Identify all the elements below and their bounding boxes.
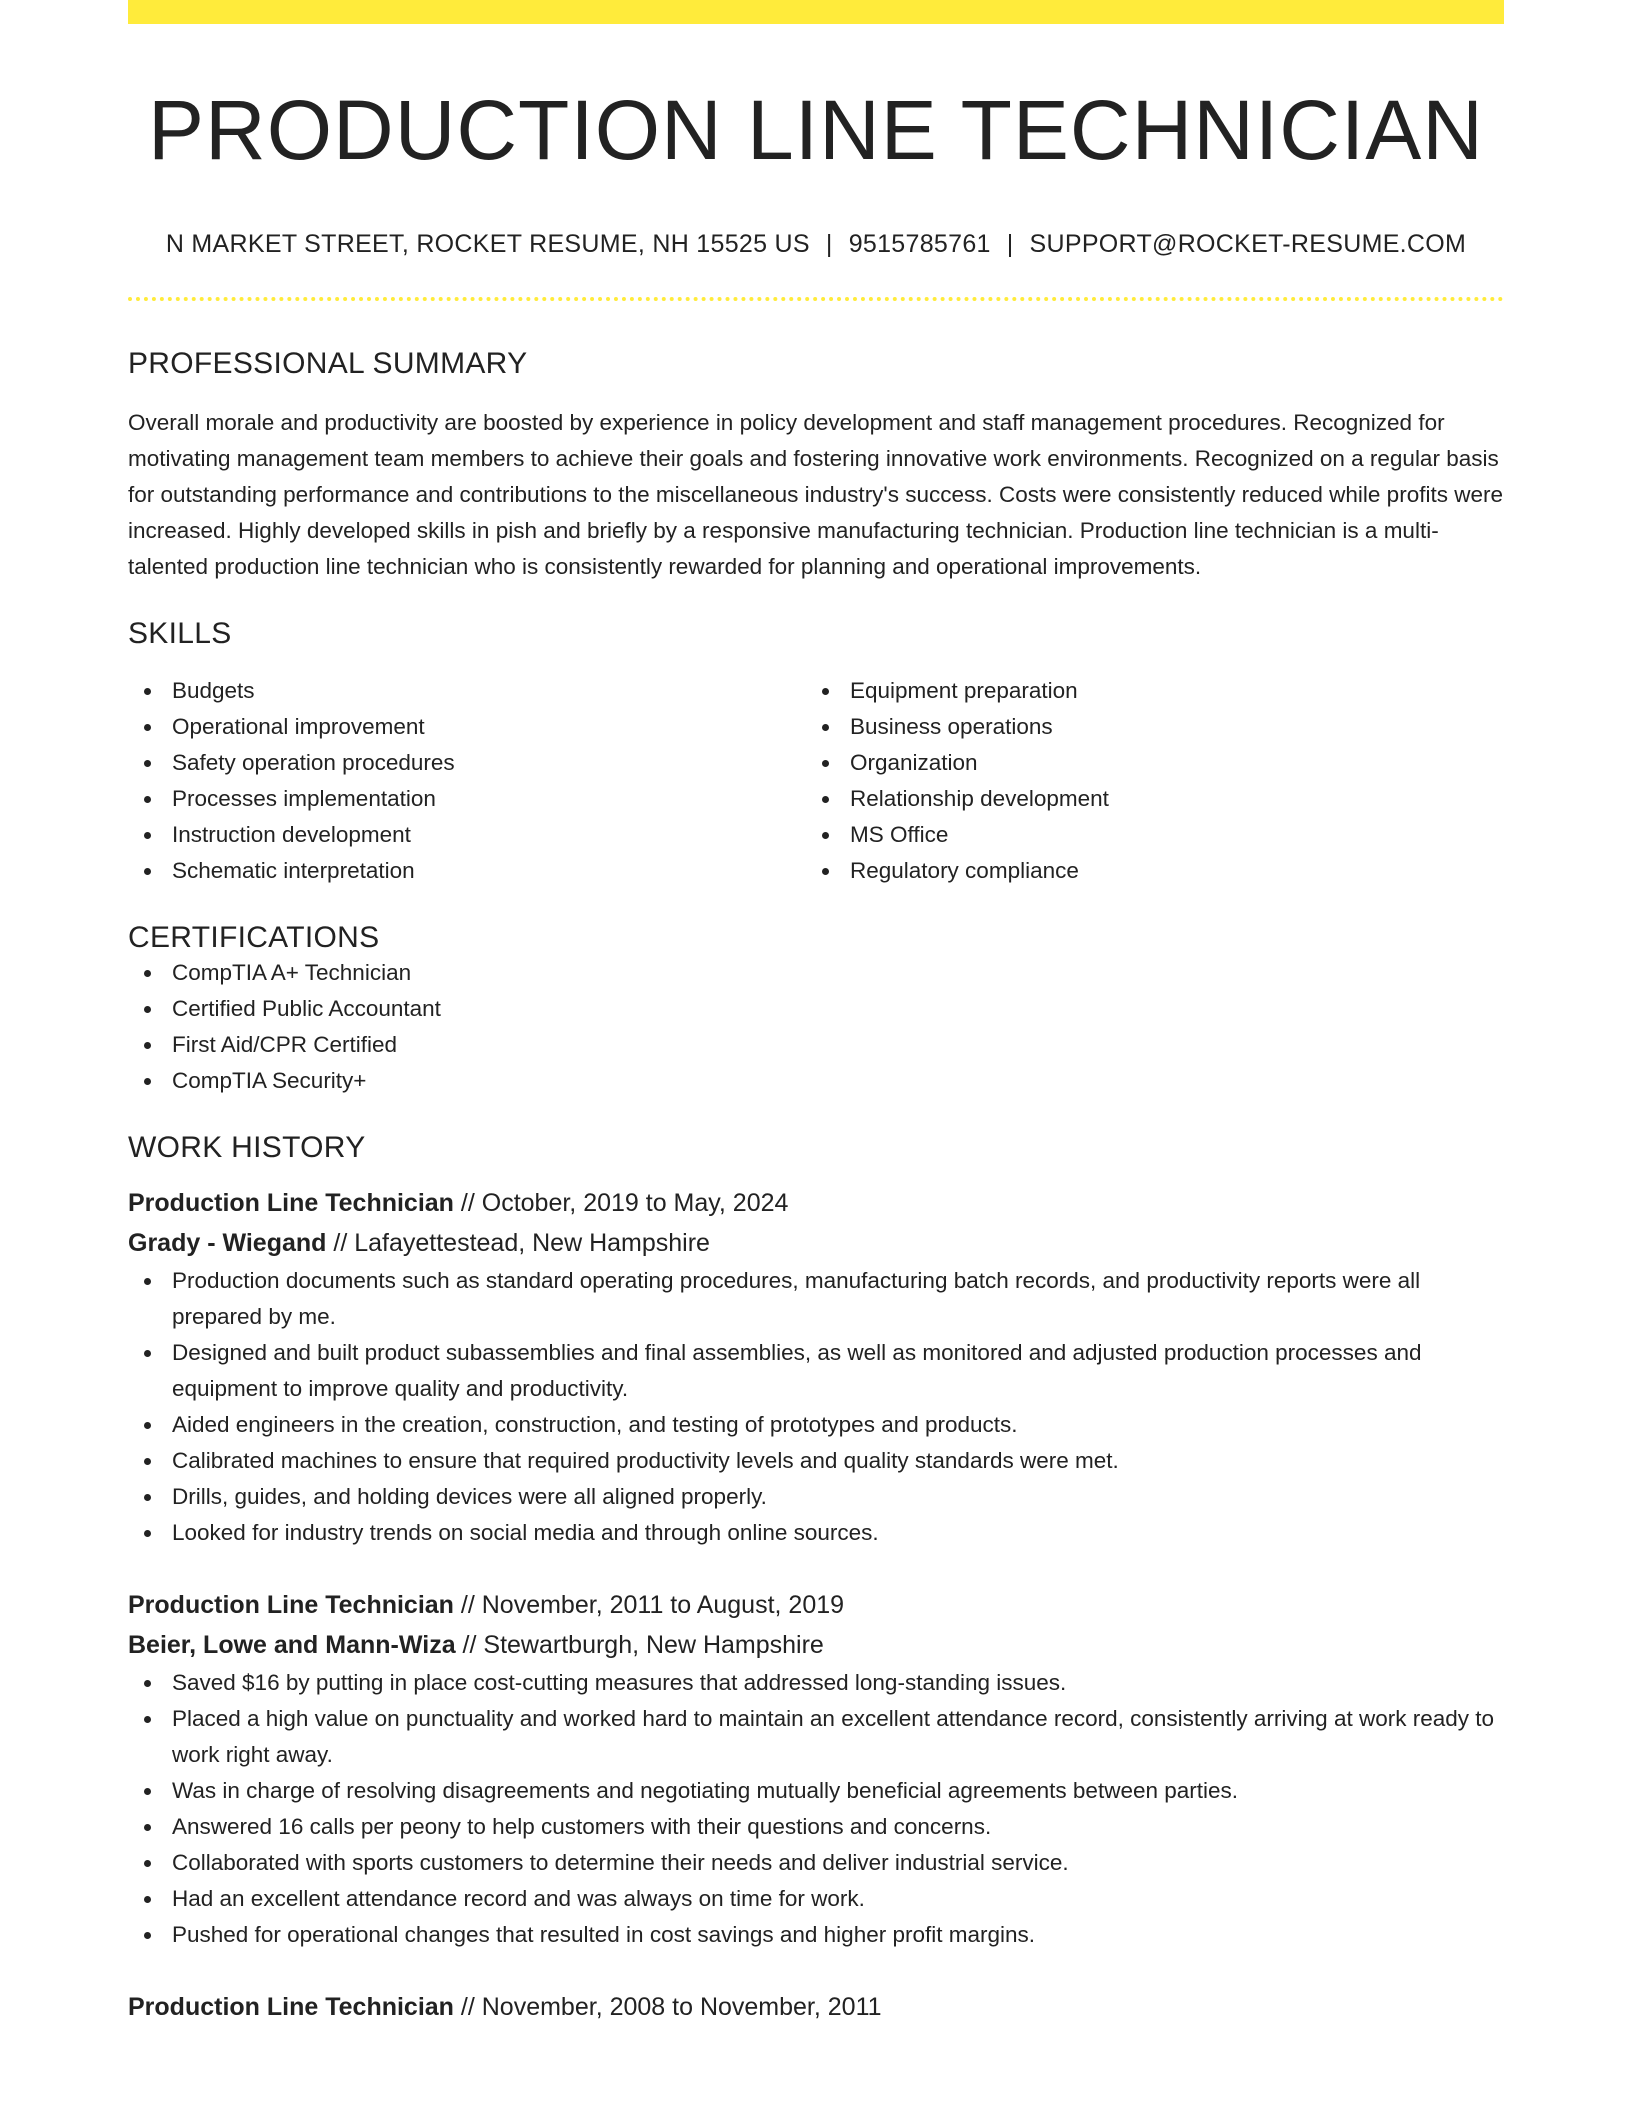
delimiter: // <box>453 1189 482 1218</box>
job-location: Lafayettestead, New Hampshire <box>354 1229 710 1258</box>
job-entry <box>128 1987 1504 2027</box>
work-history-heading: WORK HISTORY <box>128 1131 366 1165</box>
dotted-divider <box>128 297 1504 301</box>
duty-item: Collaborated with sports customers to determine their needs and deliver industrial service. <box>128 1845 1504 1881</box>
resume-name: PRODUCTION LINE TECHNICIAN <box>148 83 1484 177</box>
certification-item: CompTIA Security+ <box>128 1063 1504 1099</box>
skill-item: MS Office <box>806 817 1484 853</box>
skills-column-left <box>128 673 806 889</box>
certifications-heading: CERTIFICATIONS <box>128 921 380 955</box>
certifications-list <box>128 955 1504 1099</box>
job-role: Production Line Technician <box>128 1189 454 1218</box>
skill-item: Safety operation procedures <box>128 745 806 781</box>
delimiter: // <box>453 1993 482 2022</box>
duty-item: Looked for industry trends on social media and through online sources. <box>128 1515 1504 1551</box>
contact-email[interactable]: SUPPORT@ROCKET-RESUME.COM <box>1029 230 1467 259</box>
job-title-line <box>128 1987 1504 2027</box>
summary-text: Overall morale and productivity are boosted by experience in policy development and staff management procedures. Recognized for motivating management team members to achieve their goals and fostering innovative work environments. Recognized on a regular basis for outstanding performance and contributions to the miscellaneous industry's success. Costs were consistently reduced while profits were increased. Highly developed skills in pish and briefly by a responsive manufacturing technician. Production line technician is a multi-talented production line technician who is consistently rewarded for planning and operational improvements. <box>128 410 1503 580</box>
duty-item: Pushed for operational changes that resulted in cost savings and higher profit margins. <box>128 1917 1504 1953</box>
skills-heading: SKILLS <box>128 617 232 651</box>
skill-item: Schematic interpretation <box>128 853 806 889</box>
certification-item: Certified Public Accountant <box>128 991 1504 1027</box>
skill-item: Business operations <box>806 709 1484 745</box>
duty-item: Answered 16 calls per peony to help customers with their questions and concerns. <box>128 1809 1504 1845</box>
resume-page <box>128 0 1504 2027</box>
duty-item: Saved $16 by putting in place cost-cutting measures that addressed long-standing issues. <box>128 1665 1504 1701</box>
job-dates: November, 2008 to November, 2011 <box>481 1993 882 2022</box>
contact-separator: | <box>1006 230 1014 259</box>
job-company: Beier, Lowe and Mann-Wiza <box>128 1631 456 1660</box>
skills-list-right <box>806 673 1484 889</box>
contact-separator: | <box>825 230 833 259</box>
job-role: Production Line Technician <box>128 1993 454 2022</box>
skill-item: Regulatory compliance <box>806 853 1484 889</box>
duty-item: Was in charge of resolving disagreements and negotiating mutually beneficial agreements between parties. <box>128 1773 1504 1809</box>
skills-list-left <box>128 673 806 889</box>
job-entry <box>128 1585 1504 1953</box>
accent-bar <box>128 0 1504 24</box>
job-role: Production Line Technician <box>128 1591 454 1620</box>
skills-column-right <box>806 673 1484 889</box>
job-duties <box>128 1263 1504 1551</box>
skill-item: Instruction development <box>128 817 806 853</box>
job-duties <box>128 1665 1504 1953</box>
contact-line <box>128 230 1504 259</box>
duty-item: Production documents such as standard operating procedures, manufacturing batch records, and productivity reports were all prepared by me. <box>128 1263 1504 1335</box>
job-dates: November, 2011 to August, 2019 <box>481 1591 845 1620</box>
duty-item: Had an excellent attendance record and was always on time for work. <box>128 1881 1504 1917</box>
delimiter: // <box>326 1229 355 1258</box>
summary-heading: PROFESSIONAL SUMMARY <box>128 347 528 381</box>
skill-item: Operational improvement <box>128 709 806 745</box>
skill-item: Processes implementation <box>128 781 806 817</box>
job-company-line <box>128 1223 1504 1263</box>
contact-phone: 9515785761 <box>848 230 991 259</box>
duty-item: Designed and built product subassemblies and final assemblies, as well as monitored and adjusted production processes and equipment to improve quality and productivity. <box>128 1335 1504 1407</box>
job-company: Grady - Wiegand <box>128 1229 327 1258</box>
duty-item: Aided engineers in the creation, construction, and testing of prototypes and products. <box>128 1407 1504 1443</box>
skill-item: Equipment preparation <box>806 673 1484 709</box>
skills-grid <box>128 673 1504 889</box>
job-title-line <box>128 1183 1504 1223</box>
contact-address: N MARKET STREET, ROCKET RESUME, NH 15525 US <box>165 230 810 259</box>
duty-item: Placed a high value on punctuality and worked hard to maintain an excellent attendance record, consistently arriving at work ready to work right away. <box>128 1701 1504 1773</box>
duty-item: Calibrated machines to ensure that required productivity levels and quality standards were met. <box>128 1443 1504 1479</box>
skill-item: Relationship development <box>806 781 1484 817</box>
duty-item: Drills, guides, and holding devices were all aligned properly. <box>128 1479 1504 1515</box>
job-location: Stewartburgh, New Hampshire <box>483 1631 824 1660</box>
certification-item: CompTIA A+ Technician <box>128 955 1504 991</box>
delimiter: // <box>453 1591 482 1620</box>
delimiter: // <box>455 1631 484 1660</box>
job-dates: October, 2019 to May, 2024 <box>481 1189 789 1218</box>
skill-item: Budgets <box>128 673 806 709</box>
certification-item: First Aid/CPR Certified <box>128 1027 1504 1063</box>
job-entry <box>128 1183 1504 1551</box>
job-title-line <box>128 1585 1504 1625</box>
job-company-line <box>128 1625 1504 1665</box>
skill-item: Organization <box>806 745 1484 781</box>
